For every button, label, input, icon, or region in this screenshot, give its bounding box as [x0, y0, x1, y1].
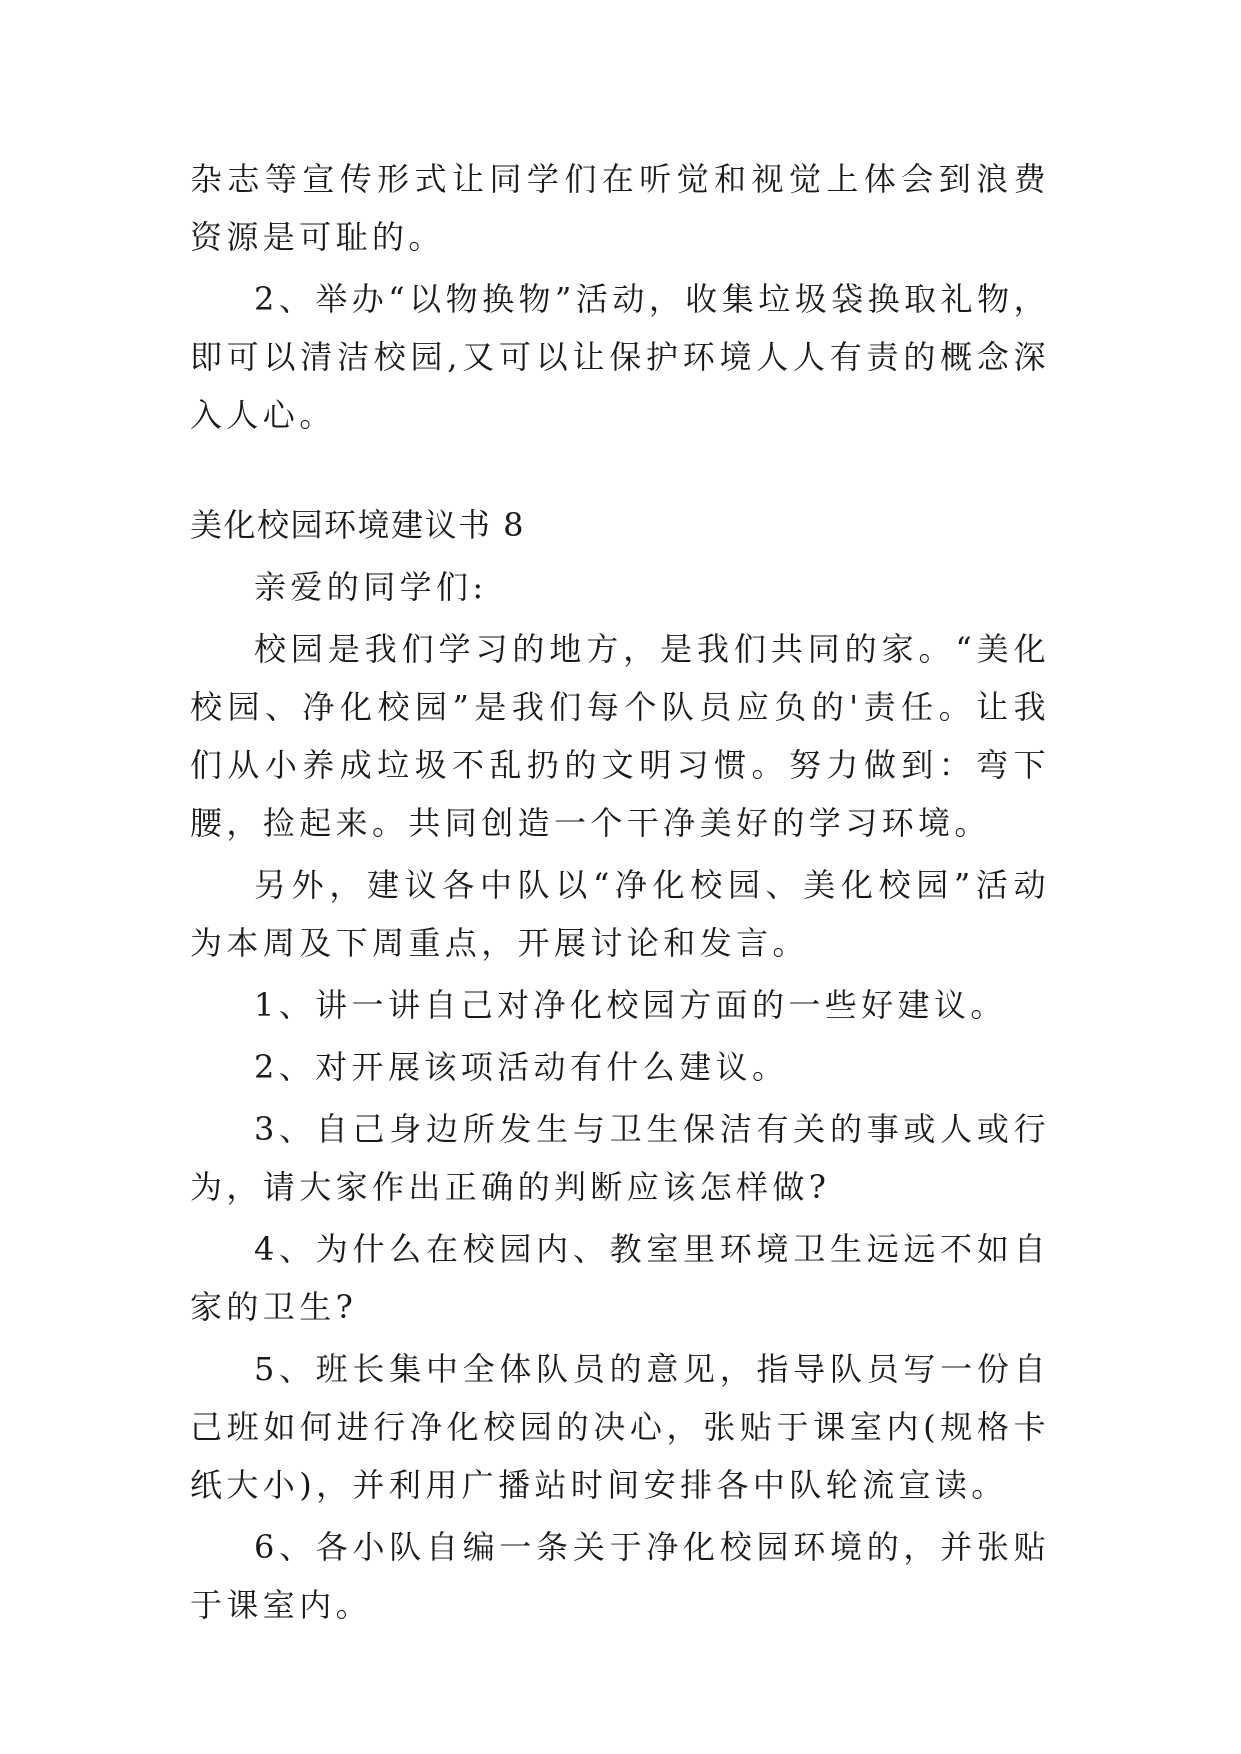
list-item-2-exchange: 2、举办“以物换物”活动，收集垃圾袋换取礼物，即可以清洁校园,又可以让保护环境人人有责的概念深入人心。: [190, 280, 1050, 434]
section-title: 美化校园环境建议书 8: [190, 506, 526, 544]
list-item-5: 5、班长集中全体队员的意见，指导队员写一份自己班如何进行净化校园的决心，张贴于课室内(规格卡纸大小)，并利用广播站时间安排各中队轮流宣读。: [190, 1350, 1050, 1504]
greeting: 亲爱的同学们:: [254, 568, 488, 606]
list-item-2: 2、对开展该项活动有什么建议。: [254, 1048, 789, 1086]
list-item-4: 4、为什么在校园内、教室里环境卫生远远不如自家的卫生?: [190, 1230, 1050, 1326]
paragraph-intro: 校园是我们学习的地方，是我们共同的家。“美化校园、净化校园”是我们每个队员应负的'责任。让我们从小养成垃圾不乱扔的文明习惯。努力做到：弯下腰，捡起来。共同创造一个干净美好的学习环境。: [190, 630, 1050, 842]
continued-paragraph: 杂志等宣传形式让同学们在听觉和视觉上体会到浪费资源是可耻的。: [190, 160, 1050, 256]
list-item-1: 1、讲一讲自己对净化校园方面的一些好建议。: [254, 986, 1007, 1024]
document-page: [190, 150, 1050, 1638]
list-item-3: 3、自己身边所发生与卫生保洁有关的事或人或行为，请大家作出正确的判断应该怎样做?: [190, 1110, 1050, 1206]
list-item-6: 6、各小队自编一条关于净化校园环境的，并张贴于课室内。: [190, 1528, 1050, 1624]
paragraph-suggestion: 另外，建议各中队以“净化校园、美化校园”活动为本周及下周重点，开展讨论和发言。: [190, 866, 1050, 962]
